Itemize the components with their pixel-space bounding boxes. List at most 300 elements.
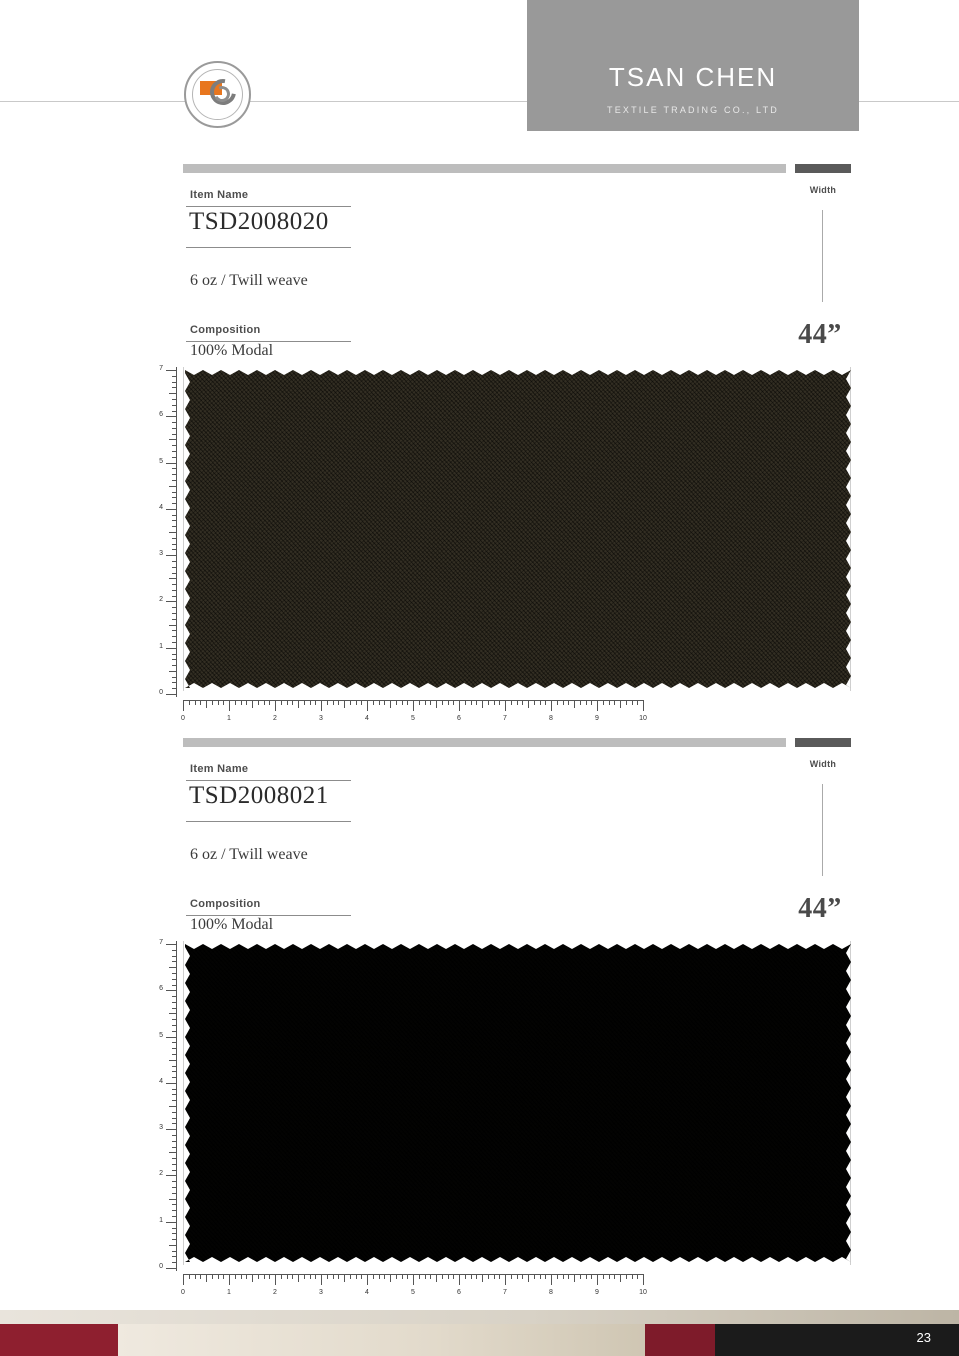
ruler-label: 6 [159,411,163,419]
ruler-tick [195,700,196,705]
ruler-tick [522,1274,523,1279]
ruler-tick [344,1274,345,1282]
ruler-tick [169,393,177,394]
ruler-label: 1 [159,642,163,650]
ruler-tick [275,700,276,711]
ruler-tick [172,1054,177,1055]
horizontal-ruler-2 [181,1273,647,1303]
ruler-tick [169,1152,177,1153]
ruler-tick [172,1251,177,1252]
ruler-tick [528,1274,529,1282]
ruler-tick [172,688,177,689]
ruler-label: 2 [159,1170,163,1178]
ruler-tick [172,1100,177,1101]
composition-label: Composition [190,324,261,336]
ruler-tick [310,700,311,705]
ruler-label: 4 [365,1289,369,1296]
ruler-tick [172,382,177,383]
ruler-tick [373,1274,374,1279]
ruler-label: 0 [159,689,163,696]
ruler-label: 1 [159,1216,163,1224]
ruler-label: 2 [159,596,163,604]
ruler-tick [384,700,385,705]
ruler-tick [534,700,535,705]
ruler-tick [172,399,177,400]
ruler-tick [568,1274,569,1279]
ruler-tick [620,1274,621,1282]
ruler-tick [574,1274,575,1282]
ruler-tick [172,492,177,493]
ruler-tick [241,1274,242,1279]
ruler-tick [264,700,265,705]
ruler-tick [488,700,489,705]
ruler-tick [172,630,177,631]
ruler-tick [172,682,177,683]
ruler-tick [626,1274,627,1279]
ruler-tick [172,451,177,452]
ruler-tick [379,1274,380,1279]
ruler-tick [172,422,177,423]
ruler-tick [166,463,177,464]
vertical-ruler-1 [143,367,183,697]
ruler-tick [448,700,449,705]
ruler-tick [430,700,431,705]
ruler-tick [172,434,177,435]
ruler-label: 4 [159,1077,163,1085]
ruler-label: 1 [227,715,231,722]
ruler-tick [172,520,177,521]
ruler-tick [333,1274,334,1279]
ruler-tick [321,1274,322,1285]
ruler-tick [172,1239,177,1240]
ruler-tick [172,1094,177,1095]
ruler-tick [166,1222,177,1223]
ruler-tick [172,428,177,429]
ruler-label: 1 [227,1289,231,1296]
ruler-tick [166,1037,177,1038]
page-footer [0,1310,959,1356]
ruler-tick [166,1175,177,1176]
ruler-tick [172,1123,177,1124]
ruler-tick [407,1274,408,1279]
ruler-tick [166,416,177,417]
ruler-tick [169,1245,177,1246]
ruler-tick [172,1077,177,1078]
ruler-tick [482,700,483,708]
ruler-tick [172,1256,177,1257]
ruler-tick [419,700,420,705]
ruler-tick [223,700,224,705]
ruler-tick [241,700,242,705]
ruler-label: 3 [159,1124,163,1132]
ruler-tick [172,979,177,980]
ruler-tick [166,648,177,649]
ruler-tick [172,659,177,660]
ruler-label: 4 [159,503,163,511]
ruler-tick [166,1268,177,1269]
ruler-tick [379,700,380,705]
ruler-tick [367,700,368,711]
ruler-tick [419,1274,420,1279]
ruler-tick [315,1274,316,1279]
ruler-tick [407,700,408,705]
ruler-tick [200,1274,201,1279]
ruler-tick [517,700,518,705]
composition-label: Composition [190,898,261,910]
ruler-tick [402,1274,403,1279]
ruler-tick [465,700,466,705]
ruler-tick [269,700,270,705]
ruler-tick [172,961,177,962]
ruler-tick [338,700,339,705]
ruler-label: 9 [595,715,599,722]
section-divider-bar [183,164,786,173]
ruler-tick [304,1274,305,1279]
footer-accent-right [645,1324,715,1356]
ruler-tick [557,700,558,705]
ruler-tick [494,1274,495,1279]
ruler-tick [310,1274,311,1279]
ruler-label: 8 [549,715,553,722]
ruler-tick [169,1199,177,1200]
ruler-tick [172,474,177,475]
ruler-label: 9 [595,1289,599,1296]
ruler-tick [172,665,177,666]
ruler-label: 4 [365,715,369,722]
ruler-tick [505,700,506,711]
ruler-tick [614,1274,615,1279]
ruler-tick [172,607,177,608]
ruler-tick [563,700,564,705]
ruler-tick [620,700,621,708]
ruler-tick [172,642,177,643]
brand-subtitle: TEXTILE TRADING CO., LTD [607,105,779,115]
ruler-label: 2 [273,1289,277,1296]
footer-cream-band [118,1324,645,1356]
ruler-tick [172,1042,177,1043]
fabric-swatch-area-2 [143,941,851,1093]
ruler-tick [637,700,638,705]
page-number: 23 [916,1330,931,1345]
ruler-tick [643,700,644,711]
ruler-tick [252,700,253,708]
fabric-texture [185,370,851,688]
ruler-tick [344,700,345,708]
ruler-tick [172,526,177,527]
ruler-tick [315,700,316,705]
ruler-tick [436,700,437,708]
ruler-tick [172,1193,177,1194]
ruler-tick [264,1274,265,1279]
item-name-underline [186,780,351,781]
ruler-tick [169,578,177,579]
ruler-tick [172,468,177,469]
ruler-tick [172,677,177,678]
ruler-label: 10 [639,1289,647,1296]
ruler-tick [603,1274,604,1279]
ruler-tick [632,700,633,705]
ruler-tick [568,700,569,705]
width-value: 44” [798,893,842,924]
ruler-tick [413,700,414,711]
ruler-tick [580,700,581,705]
ruler-tick [591,1274,592,1279]
item-name-label: Item Name [190,189,249,201]
ruler-tick [476,700,477,705]
ruler-tick [586,700,587,705]
ruler-tick [471,1274,472,1279]
ruler-tick [522,700,523,705]
ruler-tick [172,376,177,377]
ruler-tick [442,1274,443,1279]
ruler-tick [361,1274,362,1279]
ruler-label: 5 [159,1031,163,1039]
ruler-tick [172,1031,177,1032]
ruler-tick [632,1274,633,1279]
ruler-tick [436,1274,437,1282]
ruler-tick [591,700,592,705]
ruler-tick [172,561,177,562]
ruler-tick [287,700,288,705]
ruler-tick [396,1274,397,1279]
ruler-tick [172,996,177,997]
ruler-tick [172,515,177,516]
ruler-tick [511,700,512,705]
ruler-tick [172,1233,177,1234]
ruler-tick [597,700,598,711]
ruler-tick [172,544,177,545]
logo-inner-circle [192,69,243,120]
ruler-tick [172,1210,177,1211]
ruler-label: 10 [639,715,647,722]
section-divider-bar-dark [795,164,851,173]
ruler-tick [459,700,460,711]
ruler-tick [172,411,177,412]
ruler-tick [172,497,177,498]
ruler-tick [545,1274,546,1279]
ruler-tick [459,1274,460,1285]
ruler-label: 0 [181,715,185,722]
ruler-label: 3 [319,715,323,722]
ruler-tick [218,700,219,705]
ruler-tick [169,967,177,968]
ruler-tick [551,1274,552,1285]
ruler-tick [172,1216,177,1217]
ruler-tick [172,1008,177,1009]
fabric-swatch-area-1 [143,367,851,519]
ruler-tick [327,700,328,705]
ruler-label: 0 [159,1263,163,1270]
ruler-tick [281,1274,282,1279]
ruler-tick [482,1274,483,1282]
ruler-tick [298,700,299,708]
vertical-ruler-2 [143,941,183,1271]
ruler-tick [471,700,472,705]
ruler-tick [488,1274,489,1279]
ruler-tick [292,1274,293,1279]
ruler-tick [390,1274,391,1282]
ruler-tick [229,1274,230,1285]
ruler-tick [172,1019,177,1020]
ruler-label: 7 [503,1289,507,1296]
ruler-tick [361,700,362,705]
horizontal-ruler-1 [181,699,647,729]
ruler-tick [218,1274,219,1279]
ruler-tick [172,457,177,458]
ruler-tick [172,636,177,637]
ruler-tick [425,1274,426,1279]
ruler-tick [169,671,177,672]
ruler-tick [223,1274,224,1279]
ruler-tick [511,1274,512,1279]
ruler-tick [609,700,610,705]
ruler-tick [453,1274,454,1279]
ruler-tick [333,700,334,705]
width-value: 44” [798,319,842,350]
item-code-underline [186,247,351,248]
ruler-tick [166,509,177,510]
footer-accent-left [0,1324,118,1356]
ruler-tick [350,1274,351,1279]
ruler-label: 8 [549,1289,553,1296]
weight-weave-value: 6 oz / Twill weave [190,846,308,863]
item-code-value: TSD2008020 [189,208,329,235]
width-label: Width [809,185,837,195]
ruler-tick [172,1048,177,1049]
ruler-tick [338,1274,339,1279]
ruler-tick [275,1274,276,1285]
ruler-tick [465,1274,466,1279]
ruler-tick [200,700,201,705]
ruler-tick [540,700,541,705]
ruler-tick [402,700,403,705]
tsan-chen-logo-icon [184,61,251,128]
ruler-tick [356,700,357,705]
ruler-tick [172,1089,177,1090]
ruler-tick [189,1274,190,1279]
ruler-tick [281,700,282,705]
ruler-tick [609,1274,610,1279]
ruler-tick [172,549,177,550]
ruler-tick [172,619,177,620]
ruler-label: 6 [457,1289,461,1296]
ruler-tick [169,1013,177,1014]
ruler-tick [172,654,177,655]
ruler-tick [172,956,177,957]
ruler-tick [172,567,177,568]
ruler-tick [373,700,374,705]
ruler-tick [172,613,177,614]
ruler-tick [235,1274,236,1279]
ruler-tick [494,700,495,705]
ruler-label: 3 [319,1289,323,1296]
ruler-tick [614,700,615,705]
ruler-tick [212,1274,213,1279]
ruler-tick [172,1002,177,1003]
ruler-tick [189,700,190,705]
ruler-tick [206,700,207,708]
fabric-image-1 [185,370,851,688]
ruler-tick [172,1066,177,1067]
ruler-tick [551,700,552,711]
ruler-tick [574,700,575,708]
ruler-tick [212,700,213,705]
ruler-tick [172,1204,177,1205]
ruler-tick [390,700,391,708]
ruler-label: 2 [273,715,277,722]
ruler-tick [166,944,177,945]
ruler-tick [172,573,177,574]
ruler-label: 7 [503,715,507,722]
ruler-tick [321,700,322,711]
ruler-tick [413,1274,414,1285]
ruler-tick [166,555,177,556]
ruler-tick [172,1262,177,1263]
ruler-tick [172,1147,177,1148]
ruler-tick [172,1170,177,1171]
fabric-texture [185,944,851,1262]
ruler-tick [172,1158,177,1159]
ruler-tick [396,700,397,705]
ruler-tick [169,486,177,487]
ruler-tick [172,1181,177,1182]
ruler-tick [246,1274,247,1279]
page-header [0,0,959,135]
ruler-tick [172,538,177,539]
ruler-tick [528,700,529,708]
ruler-tick [172,1164,177,1165]
ruler-tick [172,405,177,406]
ruler-tick [442,700,443,705]
section-divider-bar [183,738,786,747]
ruler-tick [453,700,454,705]
ruler-tick [166,1129,177,1130]
ruler-tick [304,700,305,705]
ruler-tick [169,1060,177,1061]
ruler-tick [298,1274,299,1282]
ruler-tick [172,1141,177,1142]
ruler-tick [183,700,184,711]
ruler-tick [172,1118,177,1119]
ruler-tick [172,584,177,585]
ruler-tick [430,1274,431,1279]
item-code-value: TSD2008021 [189,782,329,809]
ruler-tick [246,700,247,705]
ruler-tick [292,700,293,705]
ruler-tick [183,1274,184,1285]
ruler-label: 5 [411,715,415,722]
ruler-tick [172,1071,177,1072]
ruler-tick [172,596,177,597]
ruler-tick [476,1274,477,1279]
ruler-tick [269,1274,270,1279]
ruler-tick [367,1274,368,1285]
width-connector-line [822,210,823,302]
ruler-tick [172,1228,177,1229]
ruler-tick [499,1274,500,1279]
ruler-tick [384,1274,385,1279]
ruler-tick [166,370,177,371]
ruler-tick [169,532,177,533]
ruler-tick [195,1274,196,1279]
ruler-tick [350,700,351,705]
ruler-label: 6 [159,985,163,993]
ruler-tick [169,625,177,626]
item-code-underline [186,821,351,822]
width-label: Width [809,759,837,769]
ruler-tick [563,1274,564,1279]
ruler-tick [166,601,177,602]
